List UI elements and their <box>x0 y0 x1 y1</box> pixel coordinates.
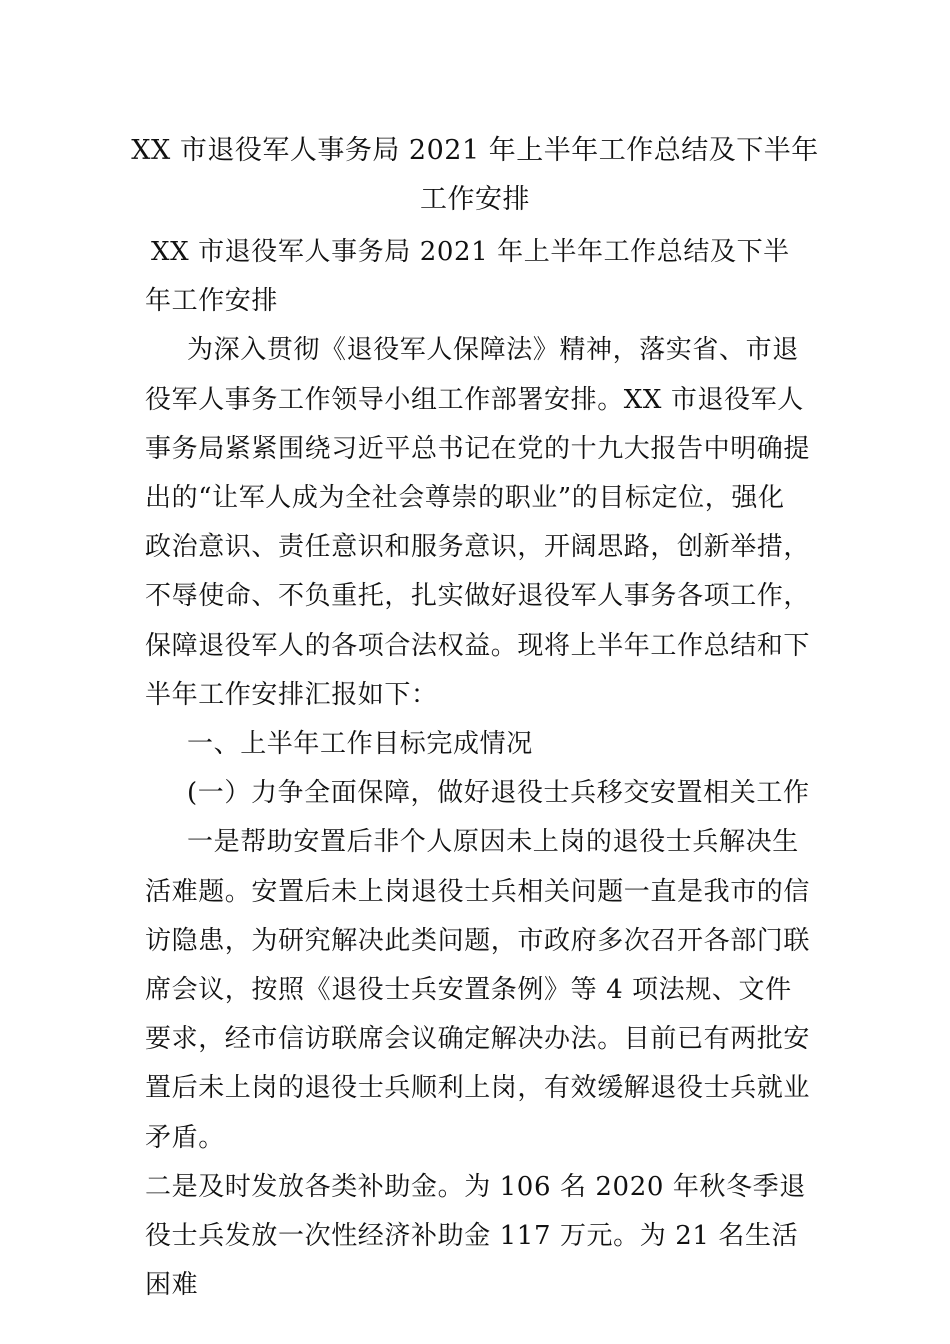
section-heading: 一、上半年工作目标完成情况 <box>187 729 533 760</box>
document-body <box>145 228 810 1310</box>
intro-paragraph: 为深入贯彻《退役军人保障法》精神，落实省、市退役军人事务工作领导小组工作部署安排。XX 市退役军人事务局紧紧围绕习近平总书记在党的十九大报告中明确提出的“让军人成为全社会尊崇的职业”的目标定位，强化政治意识、责任意识和服务意识，开阔思路，创新举措，不辱使命、不负重托，扎实做好退役军人事务各项工作，保障退役军人的各项合法权益。现将上半年工作总结和下半年工作安排汇报如下： <box>145 335 811 710</box>
body-paragraph: 一是帮助安置后非个人原因未上岗的退役士兵解决生活难题。安置后未上岗退役士兵相关问题一直是我市的信访隐患，为研究解决此类问题，市政府多次召开各部门联席会议，按照《退役士兵安置条例》等 4 项法规、文件要求，经市信访联席会议确定解决办法。目前已有两批安置后未上岗的退役士兵顺利上岗，有效缓解退役士兵就业矛盾。 <box>145 827 811 1153</box>
document-subtitle: XX 市退役军人事务局 2021 年上半年工作总结及下半年工作安排 <box>145 237 790 317</box>
subsection-heading: (一）力争全面保障，做好退役士兵移交安置相关工作 <box>187 778 810 809</box>
body-paragraph: 二是及时发放各类补助金。为 106 名 2020 年秋冬季退役士兵发放一次性经济补助金 117 万元。为 21 名生活困难 <box>145 1171 806 1301</box>
document-title: XX 市退役军人事务局 2021 年上半年工作总结及下半年工作安排 <box>131 135 819 215</box>
